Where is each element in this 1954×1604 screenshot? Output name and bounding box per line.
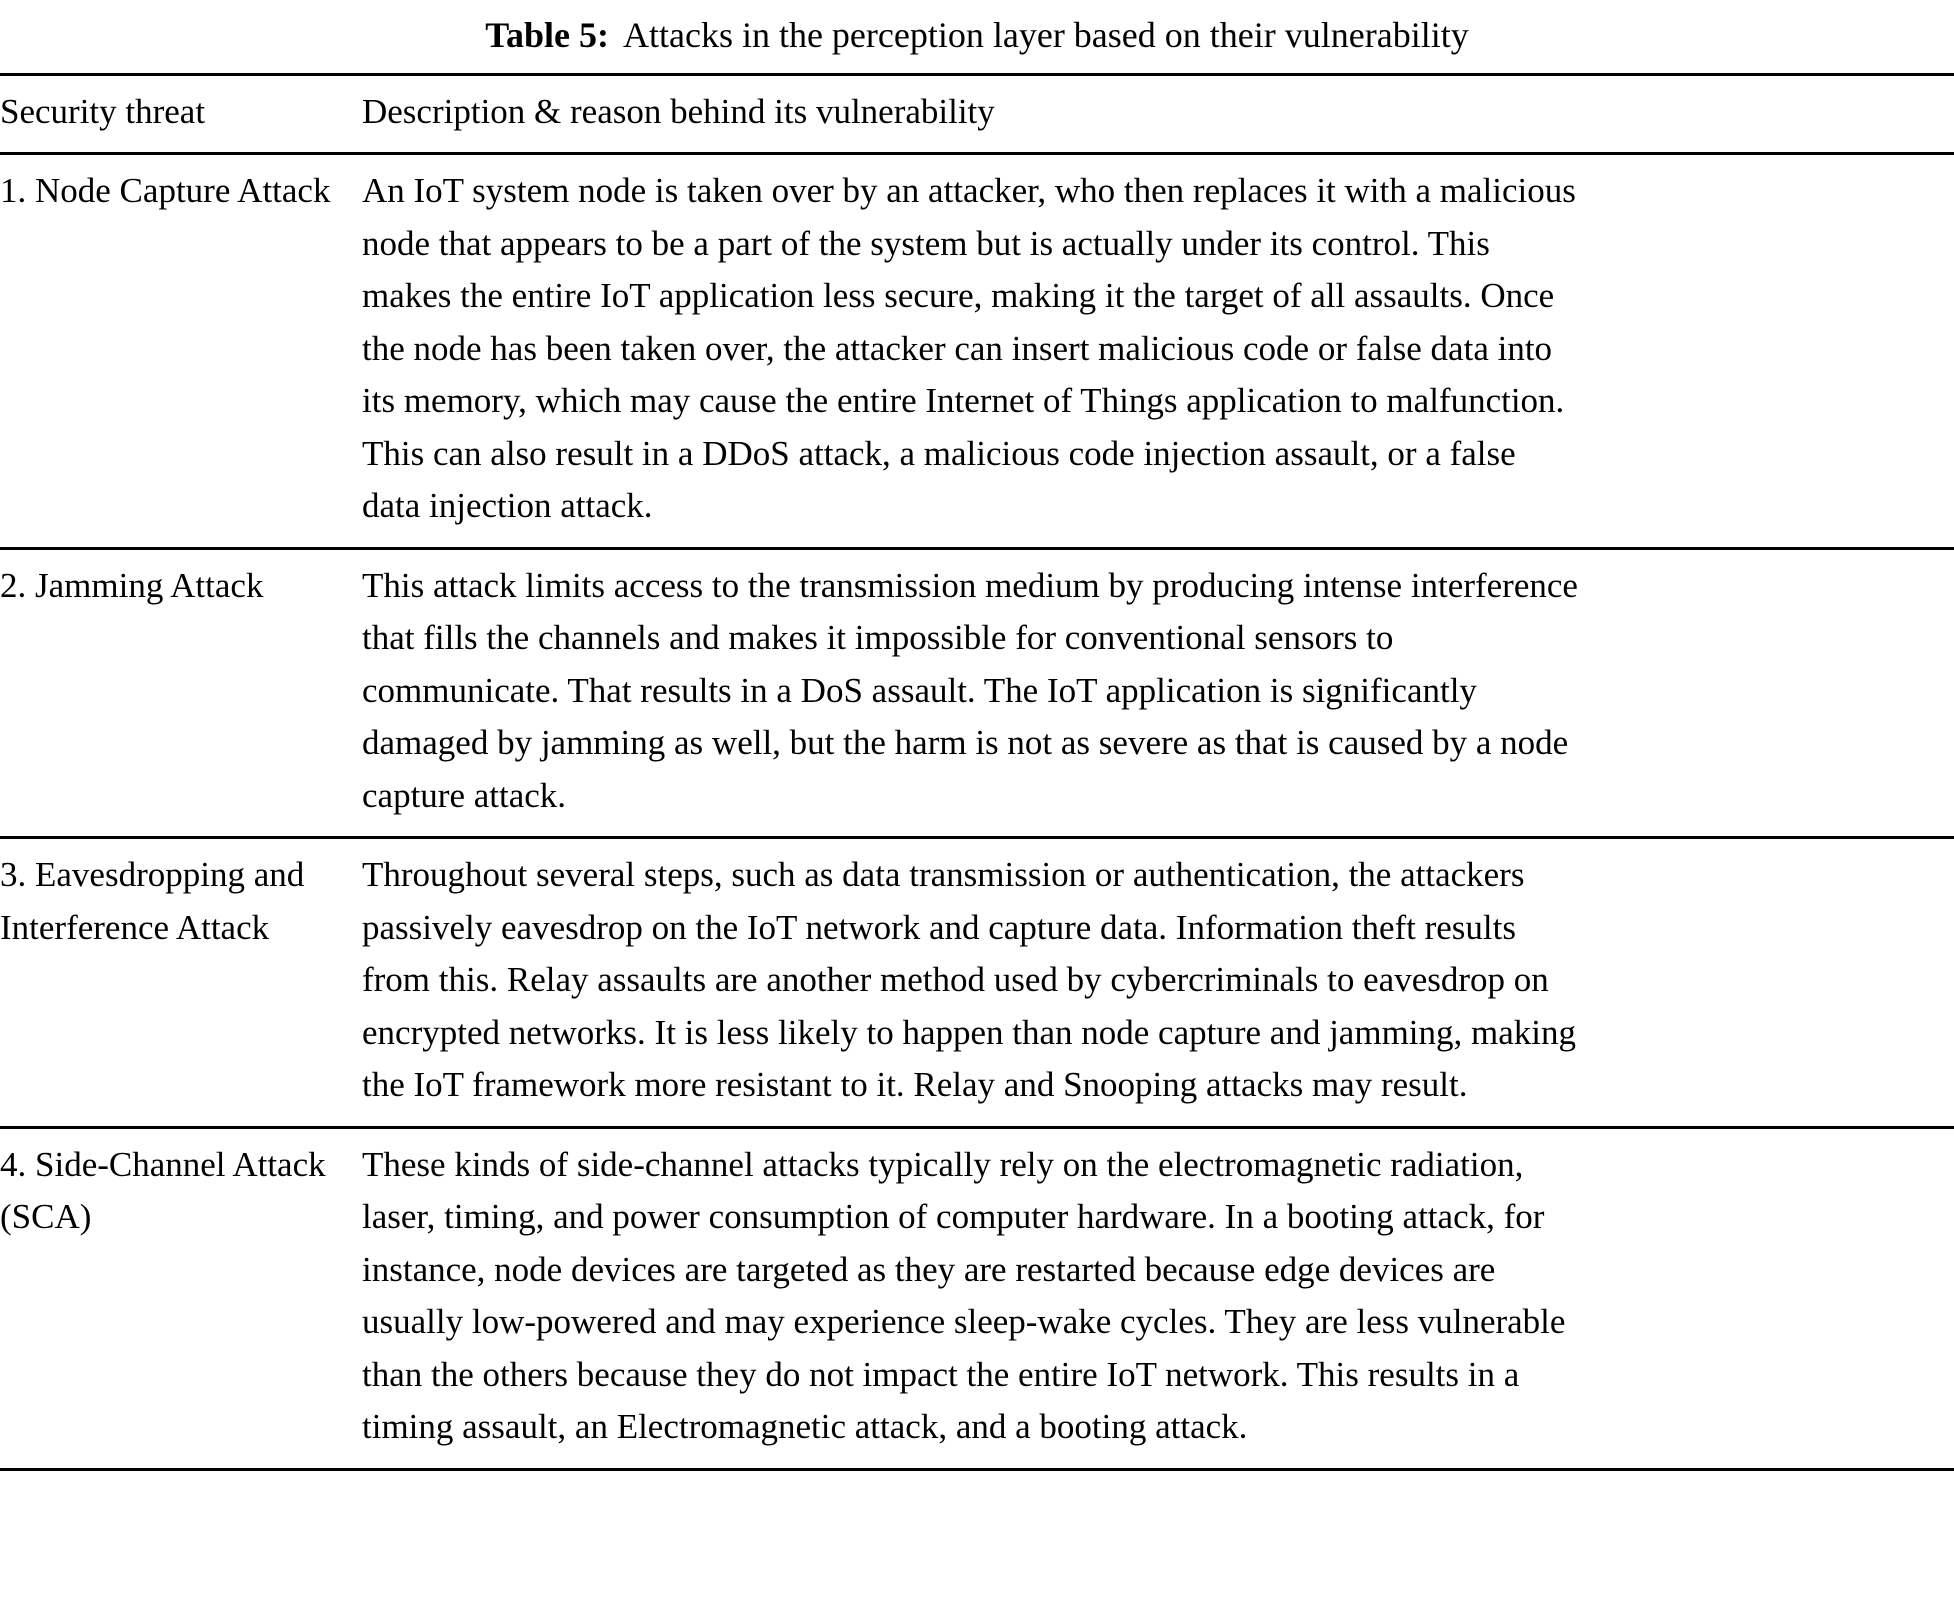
threat-cell: 3. Eavesdropping and Interference Attack bbox=[0, 855, 305, 947]
attacks-table bbox=[0, 73, 1954, 1471]
column-header-security-threat: Security threat bbox=[0, 91, 206, 131]
description-text: An IoT system node is taken over by an attacker, who then replaces it with a malicious node that appears to be a part of the system but is actually under its control. This makes the entire IoT application less secure, making it the target of all assaults. Once the node has been taken over, the attacker can insert malicious code or false data into its memory, which may cause the entire Internet of Things application to malfunction. This can also result in a DDoS attack, a malicious code injection assault, or a false data injection attack. bbox=[362, 171, 1576, 526]
description-text: This attack limits access to the transmission medium by producing intense interference that fills the channels and makes it impossible for conventional sensors to communicate. That results in a DoS assault. The IoT application is significantly damaged by jamming as well, but the harm is not as severe as that is caused by a node capture attack. bbox=[362, 565, 1578, 815]
header-row bbox=[0, 74, 1954, 154]
paper-table-page bbox=[0, 12, 1954, 1471]
description-text: These kinds of side-channel attacks typically rely on the electromagnetic radiation, laser, timing, and power consumption of computer hardware. In a booting attack, for instance, node devices are targeted as they are restarted because edge devices are usually low-powered and may experience sleep-wake cycles. They are less vulnerable than the others because they do not impact the entire IoT network. This results in a timing assault, an Electromagnetic attack, and a booting attack. bbox=[362, 1144, 1566, 1447]
description-text: Throughout several steps, such as data transmission or authentication, the attackers passively eavesdrop on the IoT network and capture data. Information theft results from this. Relay assaults are another method used by cybercriminals to eavesdrop on encrypted networks. It is less likely to happen than node capture and jamming, making the IoT framework more resistant to it. Relay and Snooping attacks may result. bbox=[362, 855, 1576, 1105]
threat-cell: 4. Side-Channel Attack (SCA) bbox=[0, 1144, 326, 1237]
description-cell bbox=[362, 1127, 1954, 1469]
table-caption-text: Attacks in the perception layer based on their vulnerability bbox=[622, 15, 1469, 55]
threat-cell: 1. Node Capture Attack bbox=[0, 171, 331, 211]
column-header-description bbox=[362, 74, 1954, 154]
table-row-side-channel bbox=[0, 1127, 1954, 1469]
table-caption bbox=[0, 12, 1954, 59]
table-row-jamming bbox=[0, 548, 1954, 838]
table-row-eavesdropping bbox=[0, 838, 1954, 1128]
threat-cell: 2. Jamming Attack bbox=[0, 565, 264, 605]
description-cell bbox=[362, 838, 1954, 1128]
table-caption-label: Table 5: bbox=[485, 15, 609, 55]
column-header-description-text: Description & reason behind its vulnerability bbox=[362, 91, 995, 131]
table-row-node-capture bbox=[0, 154, 1954, 549]
description-cell bbox=[362, 154, 1954, 549]
description-cell bbox=[362, 548, 1954, 838]
